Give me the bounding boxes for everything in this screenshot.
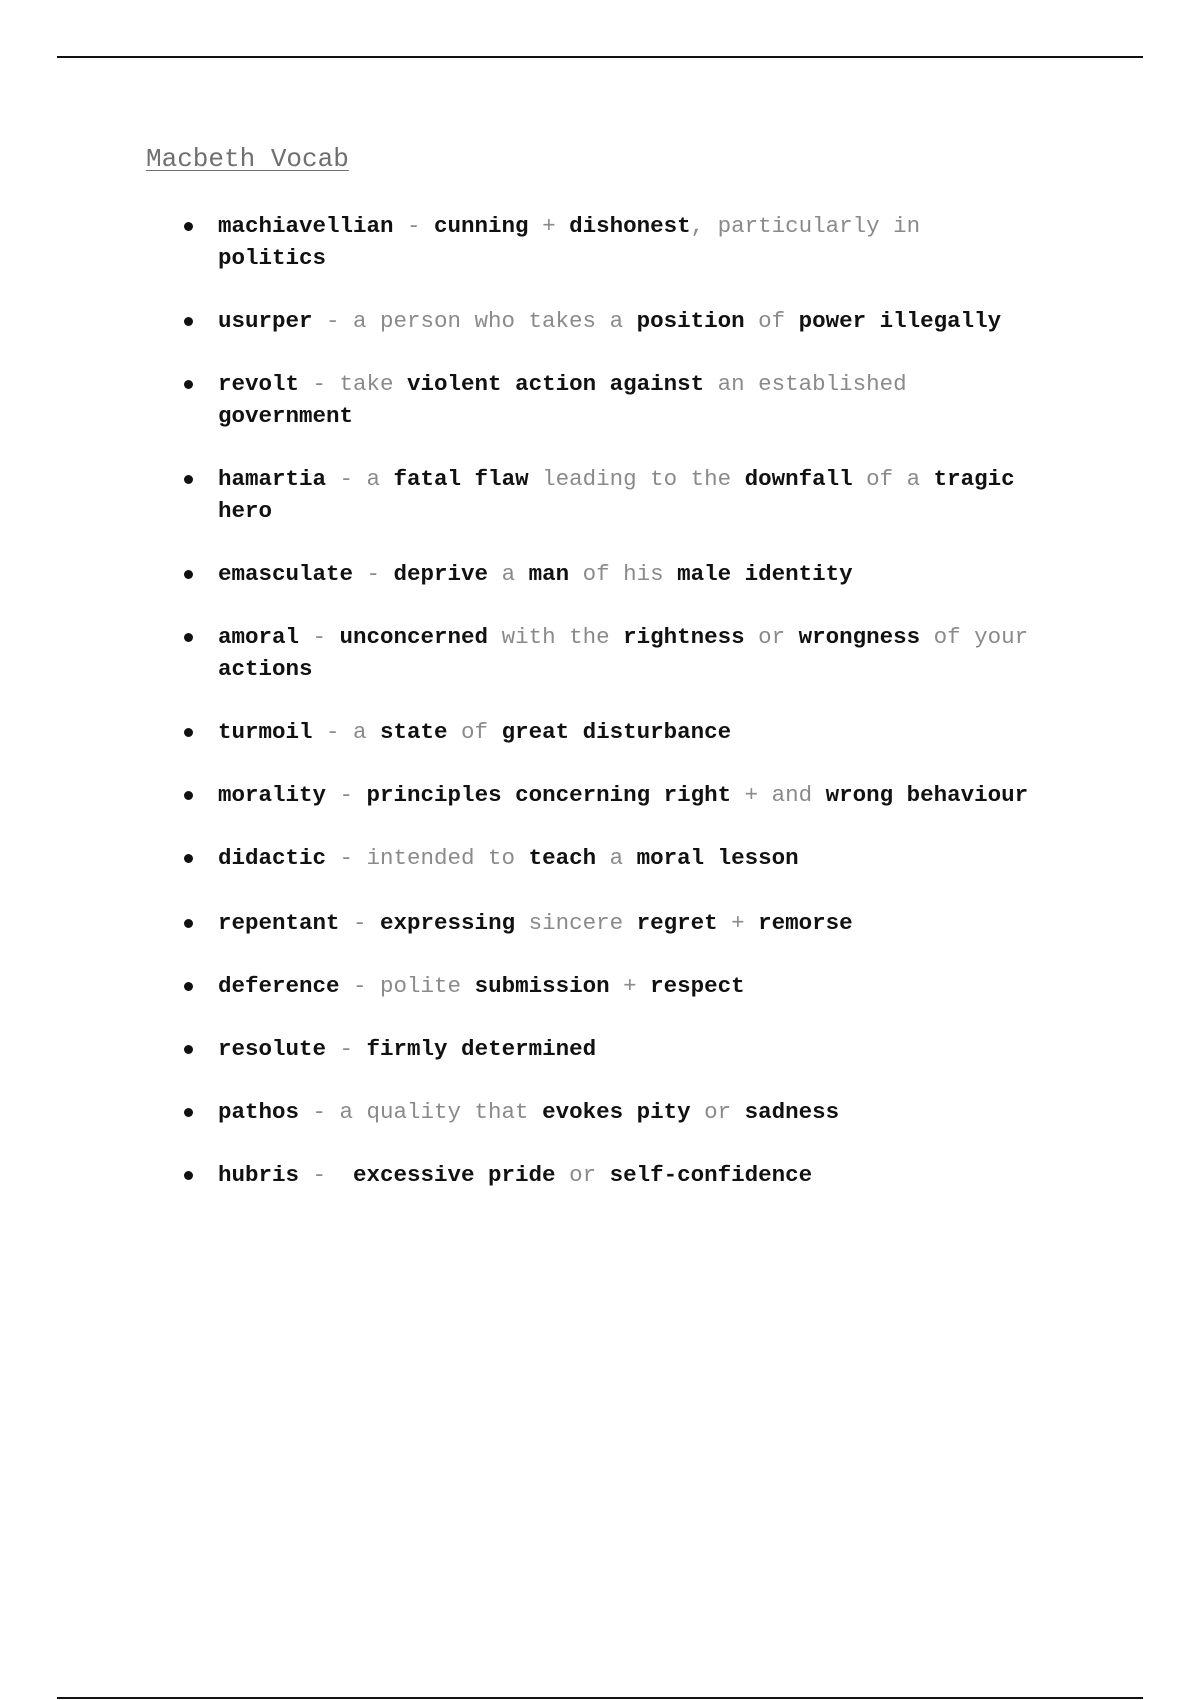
definition-text: of his (569, 561, 678, 587)
bullet-icon (184, 1171, 193, 1180)
definition-text: sincere (515, 910, 637, 936)
bold-term: resolute (218, 1036, 327, 1062)
bold-term: excessive pride (353, 1162, 556, 1188)
definition-text: leading to the (528, 466, 745, 492)
definition-text: + and (731, 782, 826, 808)
definition-text: of your (920, 624, 1029, 650)
bold-term: principles concerning right (366, 782, 732, 808)
definition-text: of (744, 308, 799, 334)
definition-text: - (299, 1162, 354, 1188)
bold-term: tragic (933, 466, 1015, 492)
bold-term: machiavellian (218, 213, 394, 239)
vocab-line (218, 210, 920, 242)
definition-text: a (488, 561, 529, 587)
bold-term: politics (218, 245, 327, 271)
vocab-line (218, 716, 731, 748)
bullet-icon (184, 791, 193, 800)
bold-term: hubris (218, 1162, 300, 1188)
bullet-icon (184, 222, 193, 231)
bold-term: wrong behaviour (825, 782, 1029, 808)
bold-term: self-confidence (609, 1162, 813, 1188)
bold-term: position (636, 308, 745, 334)
bold-term: downfall (744, 466, 853, 492)
definition-text: - a person who takes a (312, 308, 637, 334)
bullet-icon (184, 570, 193, 579)
bold-term: wrongness (798, 624, 921, 650)
bullet-icon (184, 380, 193, 389)
bold-term: moral lesson (636, 845, 799, 871)
definition-text: - (393, 213, 435, 239)
definition-text: - polite (339, 973, 475, 999)
bold-term: didactic (218, 845, 327, 871)
vocab-line (218, 305, 1001, 337)
bold-term: power illegally (798, 308, 1002, 334)
definition-text: - take (299, 371, 408, 397)
definition-text: of a (852, 466, 934, 492)
definition-text: + (609, 973, 651, 999)
bullet-icon (184, 475, 193, 484)
bold-term: respect (650, 973, 745, 999)
bullet-icon (184, 1045, 193, 1054)
bottom-rule (57, 1697, 1143, 1699)
bold-term: actions (218, 656, 313, 682)
definition-text: - (299, 624, 340, 650)
definition-text: - a (312, 719, 381, 745)
vocab-line (218, 1033, 596, 1065)
bold-term: unconcerned (339, 624, 489, 650)
vocab-line (218, 463, 1015, 495)
definition-text: - (339, 910, 381, 936)
bold-term: hero (218, 498, 273, 524)
definition-text: - (326, 782, 367, 808)
definition-text: an established (704, 371, 907, 397)
bold-term: morality (218, 782, 327, 808)
definition-text: a (596, 845, 637, 871)
vocab-line (218, 400, 353, 432)
bold-term: pathos (218, 1099, 300, 1125)
definition-text: - (326, 1036, 367, 1062)
bullet-icon (184, 919, 193, 928)
definition-text: + (528, 213, 570, 239)
definition-text: of (447, 719, 502, 745)
bold-term: regret (636, 910, 718, 936)
page-title: Macbeth Vocab (146, 144, 349, 174)
bold-term: dishonest (569, 213, 691, 239)
bold-term: great disturbance (501, 719, 732, 745)
definition-text: - (353, 561, 394, 587)
bold-term: state (380, 719, 448, 745)
vocab-line (218, 1096, 839, 1128)
bold-term: evokes pity (542, 1099, 691, 1125)
definition-text: + (717, 910, 759, 936)
bullet-icon (184, 317, 193, 326)
bold-term: usurper (218, 308, 313, 334)
vocab-line (218, 842, 799, 874)
bold-term: submission (474, 973, 610, 999)
definition-text: - intended to (326, 845, 529, 871)
definition-text: - a quality that (299, 1099, 543, 1125)
bullet-icon (184, 633, 193, 642)
bold-term: revolt (218, 371, 300, 397)
bold-term: turmoil (218, 719, 313, 745)
bullet-icon (184, 982, 193, 991)
bold-term: violent action against (407, 371, 705, 397)
vocab-line (218, 1159, 812, 1191)
bold-term: amoral (218, 624, 300, 650)
bullet-icon (184, 854, 193, 863)
vocab-line (218, 558, 853, 590)
bold-term: deference (218, 973, 340, 999)
bold-term: remorse (758, 910, 853, 936)
bold-term: emasculate (218, 561, 354, 587)
vocab-line (218, 621, 1028, 653)
bold-term: expressing (380, 910, 516, 936)
definition-text: or (744, 624, 799, 650)
definition-text: or (555, 1162, 610, 1188)
bold-term: fatal flaw (393, 466, 529, 492)
definition-text: - a (326, 466, 394, 492)
bullet-icon (184, 1108, 193, 1117)
bullet-icon (184, 728, 193, 737)
bold-term: cunning (434, 213, 529, 239)
vocab-line (218, 368, 907, 400)
bold-term: man (528, 561, 570, 587)
vocab-line (218, 970, 745, 1002)
bold-term: firmly determined (366, 1036, 597, 1062)
vocab-line (218, 779, 1028, 811)
bold-term: repentant (218, 910, 340, 936)
definition-text: , particularly in (690, 213, 921, 239)
bold-term: hamartia (218, 466, 327, 492)
definition-text: or (690, 1099, 745, 1125)
vocab-line (218, 242, 326, 274)
bold-term: government (218, 403, 354, 429)
vocab-line (218, 907, 853, 939)
bold-term: deprive (393, 561, 489, 587)
bold-term: sadness (744, 1099, 840, 1125)
bold-term: teach (528, 845, 597, 871)
bold-term: rightness (623, 624, 745, 650)
vocab-line (218, 653, 313, 685)
definition-text: with the (488, 624, 624, 650)
vocab-line (218, 495, 272, 527)
bold-term: male identity (677, 561, 853, 587)
